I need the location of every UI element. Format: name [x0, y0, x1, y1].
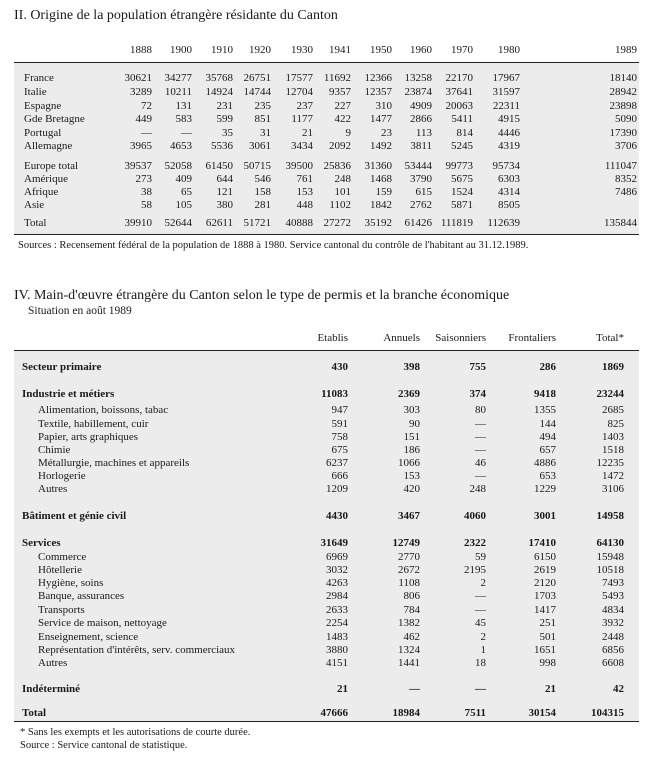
table2-cell: 227 — [334, 100, 351, 112]
table2-cell: 1524 — [451, 186, 473, 198]
table2-cell: 51721 — [243, 217, 271, 229]
table2-row-label: Total — [24, 217, 47, 229]
table4-cell: 1518 — [602, 444, 624, 456]
table4-cell: 286 — [539, 361, 556, 373]
table2-cell: 22170 — [445, 72, 473, 84]
table2-cell: 111819 — [440, 217, 473, 229]
table4-cell: 18984 — [392, 707, 420, 719]
table2-cell: 158 — [254, 186, 271, 198]
table2-cell: 20063 — [445, 100, 473, 112]
table4-cell: 2195 — [464, 564, 486, 576]
table2-title: II. Origine de la population étrangère résidante du Canton — [14, 8, 338, 23]
table4-cell: 3932 — [602, 617, 624, 629]
table4-cell: — — [475, 444, 486, 456]
table4-cell: — — [409, 683, 420, 695]
table4-cell: 2254 — [326, 617, 348, 629]
table2-cell: 61426 — [404, 217, 432, 229]
table2-cell: 3061 — [249, 140, 271, 152]
table4-row-label: Transports — [38, 604, 85, 616]
table4-row-label: Alimentation, boissons, tabac — [38, 404, 169, 416]
table4-cell: 1355 — [534, 404, 556, 416]
table4-cell: 30154 — [528, 707, 556, 719]
table4-cell: 6608 — [602, 657, 624, 669]
table2-cell: 30621 — [124, 72, 152, 84]
table2-cell: 4915 — [498, 113, 520, 125]
table2-cell: 37641 — [445, 86, 473, 98]
table4-cell: 2322 — [464, 537, 486, 549]
table2-cell: 3965 — [130, 140, 152, 152]
table2-cell: 21 — [302, 127, 313, 139]
table2-cell: 615 — [415, 186, 432, 198]
table2-rule-bottom — [14, 234, 639, 235]
table2-cell: 23874 — [404, 86, 432, 98]
table2-cell: 23898 — [609, 100, 637, 112]
table4-cell: 947 — [331, 404, 348, 416]
table2-cell: 814 — [456, 127, 473, 139]
table2-row-label: Afrique — [24, 186, 59, 198]
table4-cell: 151 — [403, 431, 420, 443]
table2-cell: 62611 — [205, 217, 233, 229]
table4-row-label: Secteur primaire — [22, 361, 102, 373]
table4-cell: 4060 — [464, 510, 486, 522]
table2-cell: 9357 — [329, 86, 351, 98]
table4-cell: 4151 — [326, 657, 348, 669]
table2-cell: 2092 — [329, 140, 351, 152]
table2-rule-top — [14, 62, 639, 63]
table2-cell: 111047 — [604, 160, 637, 172]
table4-cell: 1066 — [398, 457, 420, 469]
table4-cell: 1324 — [398, 644, 420, 656]
table2-cell: 26751 — [243, 72, 271, 84]
table4-cell: 303 — [403, 404, 420, 416]
table2-cell: 27272 — [323, 217, 351, 229]
table2-cell: 1477 — [370, 113, 392, 125]
table2-year-header: 1888 — [130, 44, 152, 56]
table2-cell: 17967 — [492, 72, 520, 84]
table4-cell: 144 — [539, 418, 556, 430]
table4-cell: 1403 — [602, 431, 624, 443]
table2-cell: 39500 — [285, 160, 313, 172]
table2-cell: 1177 — [291, 113, 313, 125]
table4-cell: — — [475, 431, 486, 443]
table2-cell: 23 — [381, 127, 392, 139]
table4-cell: 5493 — [602, 590, 624, 602]
table4-cell: 998 — [539, 657, 556, 669]
table4-cell: 47666 — [320, 707, 348, 719]
table2-row-label: Amérique — [24, 173, 68, 185]
table2-cell: 2762 — [410, 199, 432, 211]
table2-cell: 237 — [296, 100, 313, 112]
table2-cell: 25836 — [323, 160, 351, 172]
table4-cell: 9418 — [534, 388, 556, 400]
table2-cell: 231 — [216, 100, 233, 112]
table2-cell: — — [141, 127, 152, 139]
table2-cell: 235 — [254, 100, 271, 112]
table4-cell: 3106 — [602, 483, 624, 495]
table2-cell: 7486 — [615, 186, 637, 198]
table2-cell: 1468 — [370, 173, 392, 185]
table4-cell: 430 — [331, 361, 348, 373]
table2-cell: 5411 — [451, 113, 473, 125]
table4-cell: 2448 — [602, 631, 624, 643]
table2-cell: 273 — [135, 173, 152, 185]
table4-cell: 1229 — [534, 483, 556, 495]
table4-cell: 2 — [480, 577, 486, 589]
table2-cell: 52058 — [164, 160, 192, 172]
table2-cell: 4653 — [170, 140, 192, 152]
table4-cell: 1209 — [326, 483, 348, 495]
table4-cell: 6237 — [326, 457, 348, 469]
table4-cell: 45 — [475, 617, 486, 629]
table4-cell: 501 — [539, 631, 556, 643]
table4-row-label: Textile, habillement, cuir — [38, 418, 149, 430]
table4-row-label: Représentation d'intérêts, serv. commerciaux — [38, 644, 236, 656]
table2-cell: 546 — [254, 173, 271, 185]
table4-cell: 1 — [480, 644, 486, 656]
table2-cell: 95734 — [492, 160, 520, 172]
table2-cell: 5871 — [451, 199, 473, 211]
table4-cell: 251 — [539, 617, 556, 629]
table2-cell: 4319 — [498, 140, 520, 152]
table4-row-label: Commerce — [38, 551, 87, 563]
table4-cell: 755 — [469, 361, 486, 373]
table4-cell: 2369 — [398, 388, 420, 400]
table4-note-1: * Sans les exempts et les autorisations de courte durée. — [20, 727, 251, 738]
table2-cell: 449 — [135, 113, 152, 125]
table2-cell: 39910 — [124, 217, 152, 229]
table4-cell: 666 — [331, 470, 348, 482]
table2-cell: 112639 — [487, 217, 520, 229]
table2-cell: 50715 — [243, 160, 271, 172]
table4-cell: 14958 — [596, 510, 624, 522]
table2-cell: 135844 — [604, 217, 637, 229]
table2-cell: 3434 — [291, 140, 313, 152]
table2-cell: 65 — [181, 186, 192, 198]
table4-note-2: Source : Service cantonal de statistique. — [20, 740, 188, 751]
table4-cell: 17410 — [528, 537, 556, 549]
table2-year-header: 1980 — [498, 44, 520, 56]
table4-cell: 18 — [475, 657, 486, 669]
table4-cell: 1382 — [398, 617, 420, 629]
table2-cell: 644 — [216, 173, 233, 185]
table2-year-header: 1989 — [615, 44, 637, 56]
table4-cell: 420 — [403, 483, 420, 495]
table4-row-label: Banque, assurances — [38, 590, 125, 602]
table4-cell: 3880 — [326, 644, 348, 656]
table4-cell: 3001 — [534, 510, 556, 522]
table4-cell: 153 — [403, 470, 420, 482]
table4-cell: 3032 — [326, 564, 348, 576]
table4-cell: 2 — [480, 631, 486, 643]
table4-cell: 462 — [403, 631, 420, 643]
table4-cell: 21 — [545, 683, 556, 695]
table4-cell: 2633 — [326, 604, 348, 616]
table4-cell: 80 — [475, 404, 486, 416]
table4-row-label: Hygiène, soins — [38, 577, 104, 589]
table4-col-header: Annuels — [383, 332, 420, 344]
table2-cell: 159 — [375, 186, 392, 198]
table2-row-label: Allemagne — [24, 140, 73, 152]
table2-cell: 17390 — [609, 127, 637, 139]
table2-cell: 281 — [254, 199, 271, 211]
table2-cell: 53444 — [404, 160, 432, 172]
table2-cell: 9 — [345, 127, 351, 139]
table2-cell: 5536 — [211, 140, 233, 152]
table4-cell: 591 — [331, 418, 348, 430]
table2-cell: 1102 — [329, 199, 351, 211]
table4-row-label: Services — [22, 537, 61, 549]
table2-row-label: Portugal — [24, 127, 62, 139]
table4-cell: 784 — [403, 604, 420, 616]
table2-year-header: 1960 — [410, 44, 432, 56]
table4-row-label: Indéterminé — [22, 683, 81, 695]
table2-cell: 153 — [296, 186, 313, 198]
table4-row-label: Métallurgie, machines et appareils — [38, 457, 190, 469]
table4-cell: 825 — [607, 418, 624, 430]
table4-cell: 21 — [337, 683, 348, 695]
table4-row-label: Horlogerie — [38, 470, 86, 482]
table2-cell: 448 — [296, 199, 313, 211]
table4-cell: 186 — [403, 444, 420, 456]
table4-cell: 1417 — [534, 604, 556, 616]
table4-cell: 4430 — [326, 510, 348, 522]
table2-cell: 4909 — [410, 100, 432, 112]
table4-row-label: Bâtiment et génie civil — [22, 510, 127, 522]
table2-cell: 11692 — [323, 72, 351, 84]
table4-cell: 46 — [475, 457, 486, 469]
table4-cell: 494 — [539, 431, 556, 443]
table4-cell: 653 — [539, 470, 556, 482]
table2-cell: 6303 — [498, 173, 520, 185]
table4-cell: 2120 — [534, 577, 556, 589]
table4-cell: 1108 — [398, 577, 420, 589]
table4-cell: 1483 — [326, 631, 348, 643]
table4-cell: — — [475, 418, 486, 430]
table4-cell: 11083 — [321, 388, 348, 400]
table4-cell: 2984 — [326, 590, 348, 602]
table4-cell: 4886 — [534, 457, 556, 469]
table2-cell: 1492 — [370, 140, 392, 152]
table2-cell: 13258 — [404, 72, 432, 84]
table4-cell: — — [475, 590, 486, 602]
table2-cell: 121 — [216, 186, 233, 198]
table2-cell: 3811 — [410, 140, 432, 152]
table4-cell: 59 — [475, 551, 486, 563]
table4-cell: — — [475, 470, 486, 482]
table4-cell: 6150 — [534, 551, 556, 563]
table2-cell: 40888 — [285, 217, 313, 229]
table4-cell: 806 — [403, 590, 420, 602]
table4-cell: 1472 — [602, 470, 624, 482]
table4-cell: 4834 — [602, 604, 624, 616]
table4-col-header: Saisonniers — [435, 332, 486, 344]
table2-cell: 5090 — [615, 113, 637, 125]
table4-cell: 10518 — [596, 564, 624, 576]
table2-cell: 12366 — [364, 72, 392, 84]
table4-col-header: Etablis — [317, 332, 348, 344]
table2-cell: 310 — [375, 100, 392, 112]
table2-year-header: 1941 — [329, 44, 351, 56]
table2-cell: 409 — [175, 173, 192, 185]
table4-row-label: Enseignement, science — [38, 631, 139, 643]
table2-source: Sources : Recensement fédéral de la population de 1888 à 1980. Service cantonal du contrôle de l'habitant au 31.12.1989. — [18, 240, 529, 251]
table4-row-label: Autres — [38, 483, 68, 495]
table2-row-label: Italie — [24, 86, 47, 98]
table2-cell: 105 — [175, 199, 192, 211]
table2-cell: 599 — [216, 113, 233, 125]
table2-cell: 34277 — [164, 72, 192, 84]
table4-rule-top — [14, 350, 639, 351]
table2-cell: 2866 — [410, 113, 432, 125]
table2-year-header: 1970 — [451, 44, 473, 56]
table2-cell: — — [181, 127, 192, 139]
table2-cell: 248 — [334, 173, 351, 185]
table4-cell: 7493 — [602, 577, 624, 589]
table4-col-header: Frontaliers — [508, 332, 556, 344]
table4-cell: 2672 — [398, 564, 420, 576]
table4-cell: 12235 — [596, 457, 624, 469]
table4-cell: 2619 — [534, 564, 556, 576]
table4-cell: 31649 — [320, 537, 348, 549]
table2-cell: 5675 — [451, 173, 473, 185]
table4-cell: 1703 — [534, 590, 556, 602]
table4-row-label: Industrie et métiers — [22, 388, 115, 400]
table2-cell: 113 — [415, 127, 432, 139]
table4-cell: 64130 — [596, 537, 624, 549]
table4-cell: 758 — [331, 431, 348, 443]
table2-cell: 31360 — [364, 160, 392, 172]
table2-row-label: Gde Bretagne — [24, 113, 85, 125]
table4-cell: 374 — [469, 388, 486, 400]
table4-cell: 675 — [331, 444, 348, 456]
table2-cell: 4446 — [498, 127, 520, 139]
table2-cell: 380 — [216, 199, 233, 211]
table4-row-label: Hôtellerie — [38, 564, 82, 576]
table2-cell: 3706 — [615, 140, 637, 152]
table2-cell: 58 — [141, 199, 152, 211]
table4-cell: 657 — [539, 444, 556, 456]
table4-cell: 248 — [469, 483, 486, 495]
table2-cell: 18140 — [609, 72, 637, 84]
table4-row-label: Chimie — [38, 444, 71, 456]
table2-year-header: 1920 — [249, 44, 271, 56]
table2-year-header: 1900 — [170, 44, 192, 56]
table2-cell: 3790 — [410, 173, 432, 185]
table4-cell: 1869 — [602, 361, 624, 373]
table2-cell: 35 — [222, 127, 233, 139]
table2-row-label: Asie — [24, 199, 45, 211]
table2-row-label: Espagne — [24, 100, 62, 112]
table2-cell: 1842 — [370, 199, 392, 211]
table2-year-header: 1910 — [211, 44, 233, 56]
table2-cell: 61450 — [205, 160, 233, 172]
table2-cell: 52644 — [164, 217, 192, 229]
table2-cell: 14744 — [243, 86, 271, 98]
table4-cell: 15948 — [596, 551, 624, 563]
table4-cell: 12749 — [392, 537, 420, 549]
table4-cell: 42 — [613, 683, 624, 695]
table4-cell: 104315 — [591, 707, 624, 719]
table4-cell: 90 — [409, 418, 420, 430]
table2-cell: 12704 — [285, 86, 313, 98]
table2-row-label: France — [24, 72, 54, 84]
table4-row-label: Papier, arts graphiques — [38, 431, 139, 443]
table2-row-label: Europe total — [24, 160, 79, 172]
table4-cell: 2770 — [398, 551, 420, 563]
table2-cell: 31597 — [492, 86, 520, 98]
table2-cell: 31 — [260, 127, 271, 139]
table4-cell: 4263 — [326, 577, 348, 589]
table2-cell: 17577 — [285, 72, 313, 84]
table2-cell: 99773 — [445, 160, 473, 172]
table4-cell: 1651 — [534, 644, 556, 656]
table2-cell: 761 — [296, 173, 313, 185]
table4-cell: 398 — [403, 361, 420, 373]
table4-cell: 2685 — [602, 404, 624, 416]
table2-cell: 35192 — [364, 217, 392, 229]
table2-shade-body — [14, 70, 639, 235]
table4-cell: 6969 — [326, 551, 348, 563]
table4-cell: 3467 — [398, 510, 420, 522]
table4-row-label: Total — [22, 707, 47, 719]
table4-row-label: Service de maison, nettoyage — [38, 617, 167, 629]
table4-title: IV. Main-d'œuvre étrangère du Canton selon le type de permis et la branche économique — [14, 288, 510, 303]
table4-cell: — — [475, 604, 486, 616]
table2-cell: 39537 — [124, 160, 152, 172]
table4-cell: 23244 — [596, 388, 624, 400]
table2-cell: 851 — [254, 113, 271, 125]
table4-cell: — — [475, 683, 486, 695]
table2-cell: 422 — [334, 113, 351, 125]
table2-shade-header — [14, 62, 639, 70]
table2-cell: 35768 — [205, 72, 233, 84]
table4-rule-bottom — [14, 721, 639, 722]
table2-year-header: 1930 — [291, 44, 313, 56]
table2-cell: 10211 — [164, 86, 192, 98]
table2-cell: 8352 — [615, 173, 637, 185]
table4-subtitle: Situation en août 1989 — [28, 305, 132, 317]
table2-cell: 28942 — [609, 86, 637, 98]
table2-cell: 8505 — [498, 199, 520, 211]
table4-cell: 1441 — [398, 657, 420, 669]
table4-cell: 7511 — [464, 707, 486, 719]
table4-row-label: Autres — [38, 657, 68, 669]
table2-cell: 131 — [175, 100, 192, 112]
table2-cell: 583 — [175, 113, 192, 125]
table2-cell: 3289 — [130, 86, 152, 98]
table2-cell: 38 — [141, 186, 152, 198]
table2-cell: 72 — [141, 100, 152, 112]
table2-cell: 22311 — [492, 100, 520, 112]
table2-cell: 101 — [334, 186, 351, 198]
table2-cell: 4314 — [498, 186, 520, 198]
table2-year-header: 1950 — [370, 44, 392, 56]
table2-cell: 5245 — [451, 140, 473, 152]
table4-cell: 6856 — [602, 644, 624, 656]
table2-cell: 14924 — [205, 86, 233, 98]
table2-cell: 12357 — [364, 86, 392, 98]
table4-col-header: Total* — [596, 332, 624, 344]
